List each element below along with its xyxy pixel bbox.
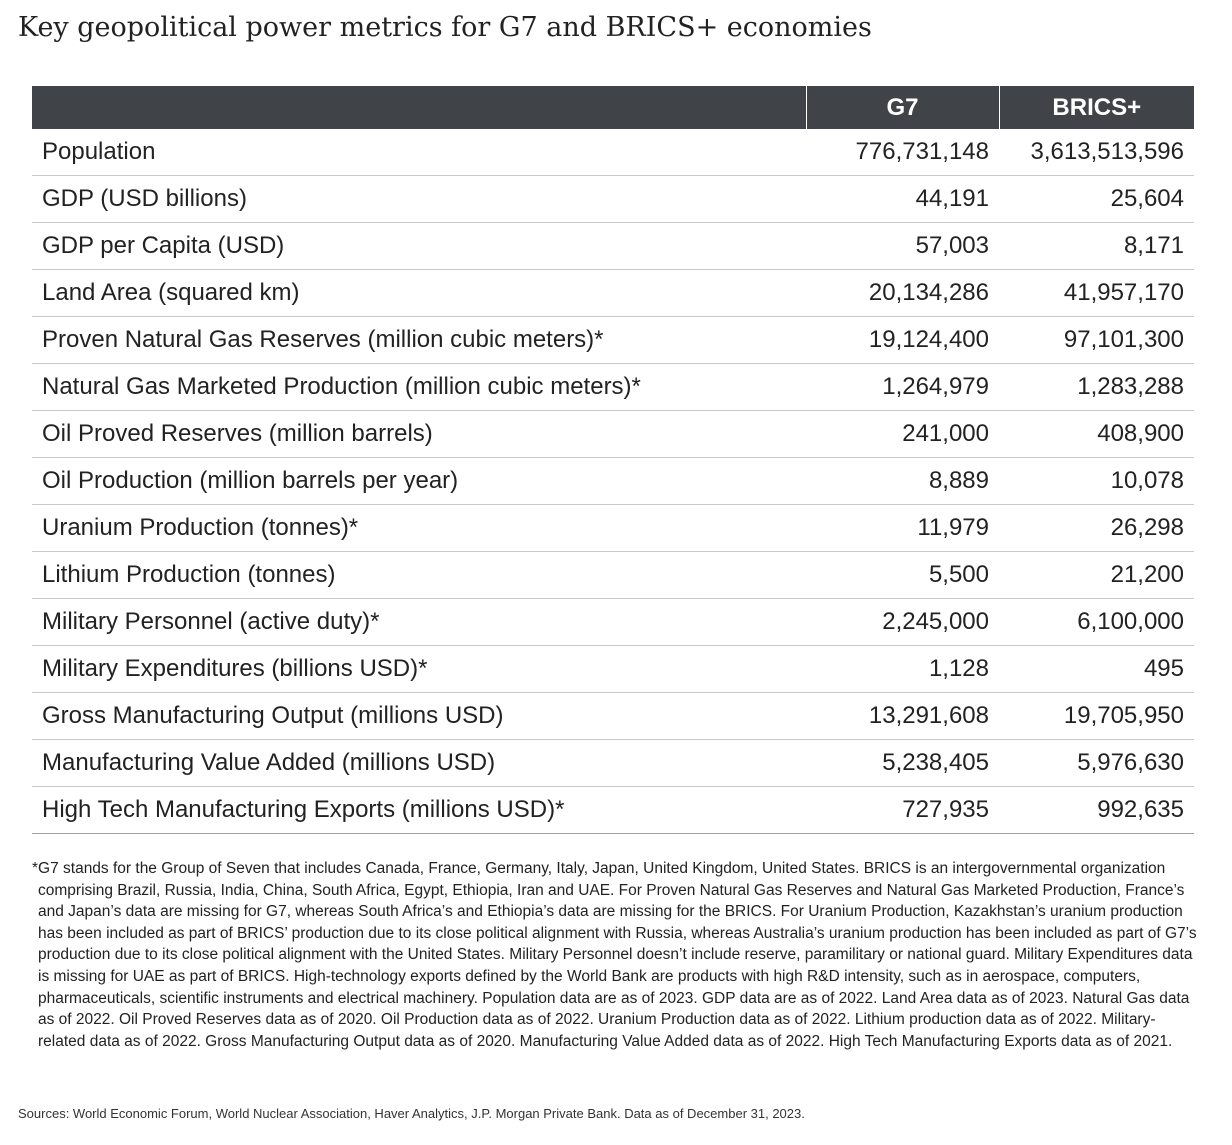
table-row	[32, 552, 1194, 599]
brics-value: 10,078	[999, 458, 1194, 505]
g7-value: 5,500	[806, 552, 999, 599]
metric-label: Land Area (squared km)	[32, 270, 806, 317]
brics-value: 495	[999, 646, 1194, 693]
metric-label: GDP (USD billions)	[32, 176, 806, 223]
metric-label: Oil Proved Reserves (million barrels)	[32, 411, 806, 458]
table-row	[32, 646, 1194, 693]
g7-value: 13,291,608	[806, 693, 999, 740]
g7-value: 44,191	[806, 176, 999, 223]
table-row	[32, 223, 1194, 270]
brics-value: 1,283,288	[999, 364, 1194, 411]
metric-label: Gross Manufacturing Output (millions USD)	[32, 693, 806, 740]
metric-label: Uranium Production (tonnes)*	[32, 505, 806, 552]
g7-value: 11,979	[806, 505, 999, 552]
g7-value: 5,238,405	[806, 740, 999, 787]
brics-value: 992,635	[999, 787, 1194, 834]
table-row	[32, 693, 1194, 740]
table-row	[32, 599, 1194, 646]
metric-label: Lithium Production (tonnes)	[32, 552, 806, 599]
g7-value: 19,124,400	[806, 317, 999, 364]
table-header-row	[32, 86, 1194, 129]
brics-value: 5,976,630	[999, 740, 1194, 787]
table-row	[32, 270, 1194, 317]
metrics-table	[32, 86, 1194, 834]
metric-label: Oil Production (million barrels per year)	[32, 458, 806, 505]
g7-value: 8,889	[806, 458, 999, 505]
brics-value: 6,100,000	[999, 599, 1194, 646]
metric-label: Manufacturing Value Added (millions USD)	[32, 740, 806, 787]
metric-label: Military Personnel (active duty)*	[32, 599, 806, 646]
brics-value: 3,613,513,596	[999, 129, 1194, 176]
table-row	[32, 458, 1194, 505]
table-row	[32, 317, 1194, 364]
metric-label: Natural Gas Marketed Production (million cubic meters)*	[32, 364, 806, 411]
table-row	[32, 505, 1194, 552]
brics-value: 41,957,170	[999, 270, 1194, 317]
page-title: Key geopolitical power metrics for G7 and BRICS+ economies	[18, 12, 872, 43]
metric-label: Military Expenditures (billions USD)*	[32, 646, 806, 693]
brics-value: 8,171	[999, 223, 1194, 270]
g7-value: 20,134,286	[806, 270, 999, 317]
table-row	[32, 129, 1194, 176]
g7-value: 1,264,979	[806, 364, 999, 411]
brics-value: 26,298	[999, 505, 1194, 552]
brics-value: 97,101,300	[999, 317, 1194, 364]
column-header-metric	[32, 86, 806, 129]
table-row	[32, 740, 1194, 787]
metric-label: Population	[32, 129, 806, 176]
metric-label: GDP per Capita (USD)	[32, 223, 806, 270]
g7-value: 1,128	[806, 646, 999, 693]
sources-note: Sources: World Economic Forum, World Nuclear Association, Haver Analytics, J.P. Morgan Private Bank. Data as of December 31, 2023.	[18, 1106, 805, 1121]
table-row	[32, 787, 1194, 834]
brics-value: 19,705,950	[999, 693, 1194, 740]
table-row	[32, 411, 1194, 458]
brics-value: 25,604	[999, 176, 1194, 223]
g7-value: 727,935	[806, 787, 999, 834]
brics-value: 21,200	[999, 552, 1194, 599]
g7-value: 57,003	[806, 223, 999, 270]
table-row	[32, 176, 1194, 223]
column-header-brics: BRICS+	[999, 86, 1194, 129]
metric-label: Proven Natural Gas Reserves (million cubic meters)*	[32, 317, 806, 364]
footnote: *G7 stands for the Group of Seven that includes Canada, France, Germany, Italy, Japan, United Kingdom, United States. BRICS is an intergovernmental organization comprising Brazil, Russia, India, China, South Africa, Egypt, Ethiopia, Iran and UAE. For Proven Natural Gas Reserves and Natural Gas Marketed Production, France’s and Japan’s data are missing for G7, whereas South Africa’s and Ethiopia’s data are missing for the BRICS. For Uranium Production, Kazakhstan’s uranium production has been included as part of BRICS’ production due to its close political alignment with Russia, whereas Australia’s uranium production has been included as part of G7’s production due to its close political alignment with the United States. Military Personnel doesn’t include reserve, paramilitary or national guard. Military Expenditures data is missing for UAE as part of BRICS. High-technology exports defined by the World Bank are products with high R&D intensity, such as in aerospace, computers, pharmaceuticals, scientific instruments and electrical machinery. Population data are as of 2023. GDP data are as of 2022. Land Area data as of 2023. Natural Gas data as of 2022. Oil Proved Reserves data as of 2020. Oil Production data as of 2022. Uranium Production data as of 2022. Lithium production data as of 2022. Military-related data as of 2022. Gross Manufacturing Output data as of 2020. Manufacturing Value Added data as of 2022. High Tech Manufacturing Exports data as of 2021.	[32, 860, 1197, 1050]
column-header-g7: G7	[806, 86, 999, 129]
g7-value: 241,000	[806, 411, 999, 458]
g7-value: 776,731,148	[806, 129, 999, 176]
metric-label: High Tech Manufacturing Exports (millions USD)*	[32, 787, 806, 834]
g7-value: 2,245,000	[806, 599, 999, 646]
table-row	[32, 364, 1194, 411]
brics-value: 408,900	[999, 411, 1194, 458]
